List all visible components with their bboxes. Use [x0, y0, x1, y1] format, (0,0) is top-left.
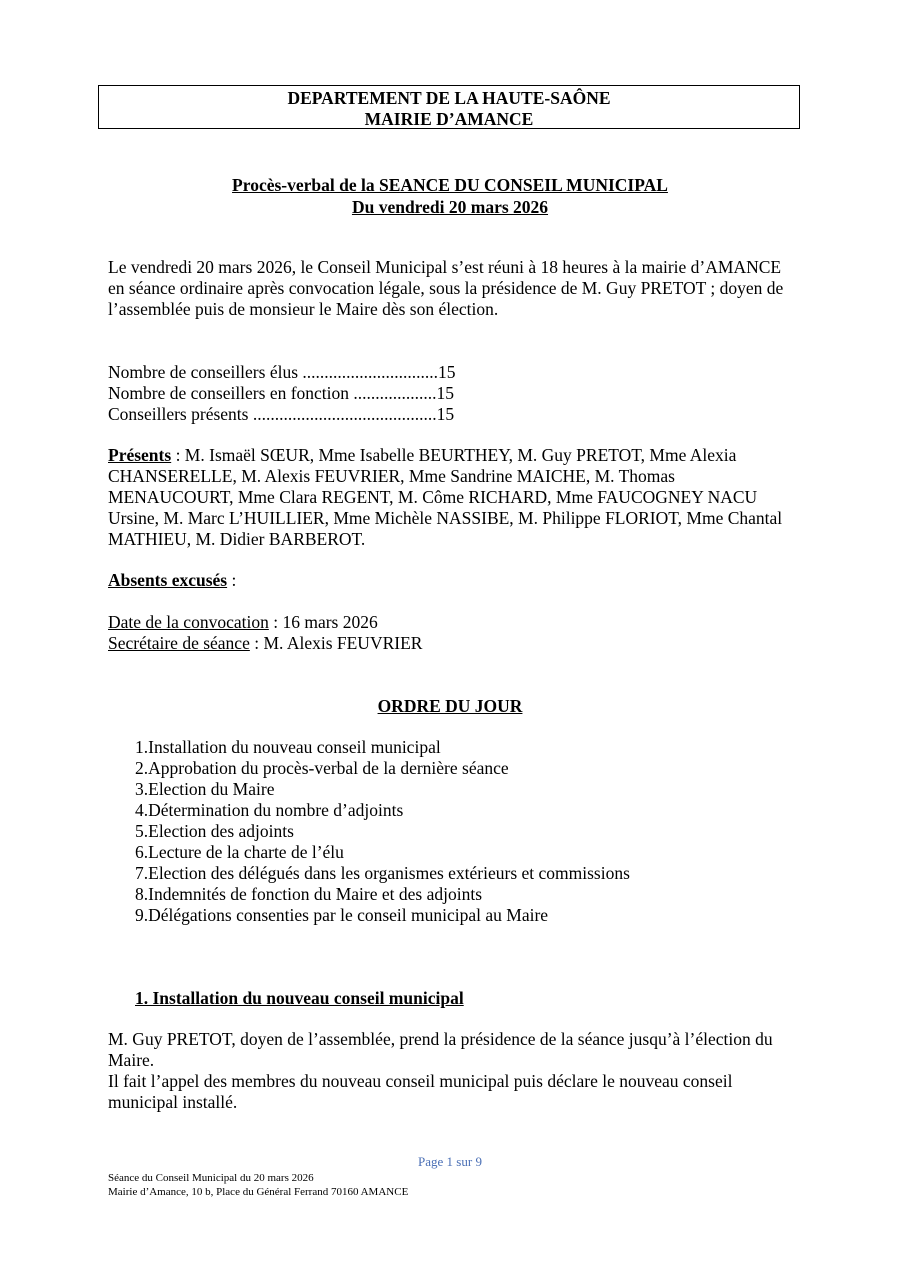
absents-text: :	[227, 570, 237, 590]
footer-line-2: Mairie d’Amance, 10 b, Place du Général Ferrand 70160 AMANCE	[108, 1186, 409, 1198]
agenda-item: 2.Approbation du procès-verbal de la dernière séance	[135, 758, 509, 778]
absents-line	[108, 570, 236, 591]
section-1-paragraph-2: Il fait l’appel des membres du nouveau conseil municipal puis déclare le nouveau conseil municipal installé.	[108, 1071, 733, 1112]
header-box	[98, 85, 800, 129]
councillor-counts	[108, 362, 608, 425]
footer-line-1: Séance du Conseil Municipal du 20 mars 2026	[108, 1172, 314, 1184]
presents-list: : M. Ismaël SŒUR, Mme Isabelle BEURTHEY, M. Guy PRETOT, Mme Alexia CHANSERELLE, M. Alexis FEUVRIER, Mme Sandrine MAICHE, M. Thomas MENAUCOURT, Mme Clara REGENT, M. Côme RICHARD, Mme FAUCOGNEY NACU Ursine, M. Marc L’HUILLIER, Mme Michèle NASSIBE, M. Philippe FLORIOT, Mme Chantal MATHIEU, M. Didier BARBEROT.	[108, 445, 783, 549]
convocation-date-value: : 16 mars 2026	[268, 612, 378, 632]
count-in-office: Nombre de conseillers en fonction ...................15	[108, 383, 455, 403]
agenda-title: ORDRE DU JOUR	[377, 696, 523, 716]
title-line-2: Du vendredi 20 mars 2026	[351, 197, 549, 217]
agenda-item: 3.Election du Maire	[135, 779, 275, 799]
presents-label: Présents	[108, 445, 172, 465]
agenda-list	[135, 737, 630, 926]
count-present: Conseillers présents ..........................................15	[108, 404, 455, 424]
presents-paragraph	[108, 445, 798, 550]
department-title: DEPARTEMENT DE LA HAUTE-SAÔNE	[287, 88, 611, 108]
section-1-title: 1. Installation du nouveau conseil municipal	[135, 988, 464, 1008]
count-elected: Nombre de conseillers élus ...............................15	[108, 362, 456, 382]
page-number: Page 1 sur 9	[418, 1154, 482, 1169]
agenda-item: 1.Installation du nouveau conseil municipal	[135, 737, 441, 757]
absents-label: Absents excusés	[108, 570, 228, 590]
section-1-paragraph-1: M. Guy PRETOT, doyen de l’assemblée, prend la présidence de la séance jusqu’à l’élection du Maire.	[108, 1029, 773, 1070]
document-title	[0, 174, 900, 218]
agenda-item: 7.Election des délégués dans les organismes extérieurs et commissions	[135, 863, 630, 883]
mairie-title: MAIRIE D’AMANCE	[364, 109, 534, 129]
agenda-item: 4.Détermination du nombre d’adjoints	[135, 800, 404, 820]
convocation-block	[108, 612, 422, 654]
page-footer	[108, 1171, 408, 1199]
convocation-date-label: Date de la convocation	[108, 612, 269, 632]
convocation-date	[108, 612, 422, 633]
agenda-item: 8.Indemnités de fonction du Maire et des adjoints	[135, 884, 483, 904]
intro-paragraph: Le vendredi 20 mars 2026, le Conseil Municipal s’est réuni à 18 heures à la mairie d’AMANCE en séance ordinaire après convocation légale, sous la présidence de M. Guy PRETOT ; doyen de l’assemblée puis de monsieur le Maire dès son élection.	[108, 257, 784, 319]
agenda-item: 6.Lecture de la charte de l’élu	[135, 842, 344, 862]
agenda-item: 9.Délégations consenties par le conseil municipal au Maire	[135, 905, 549, 925]
secretary-line	[108, 633, 422, 654]
secretary-value: : M. Alexis FEUVRIER	[249, 633, 423, 653]
title-line-1: Procès-verbal de la SEANCE DU CONSEIL MUNICIPAL	[232, 175, 668, 195]
agenda-item: 5.Election des adjoints	[135, 821, 294, 841]
section-1-body	[108, 1029, 798, 1113]
secretary-label: Secrétaire de séance	[108, 633, 250, 653]
